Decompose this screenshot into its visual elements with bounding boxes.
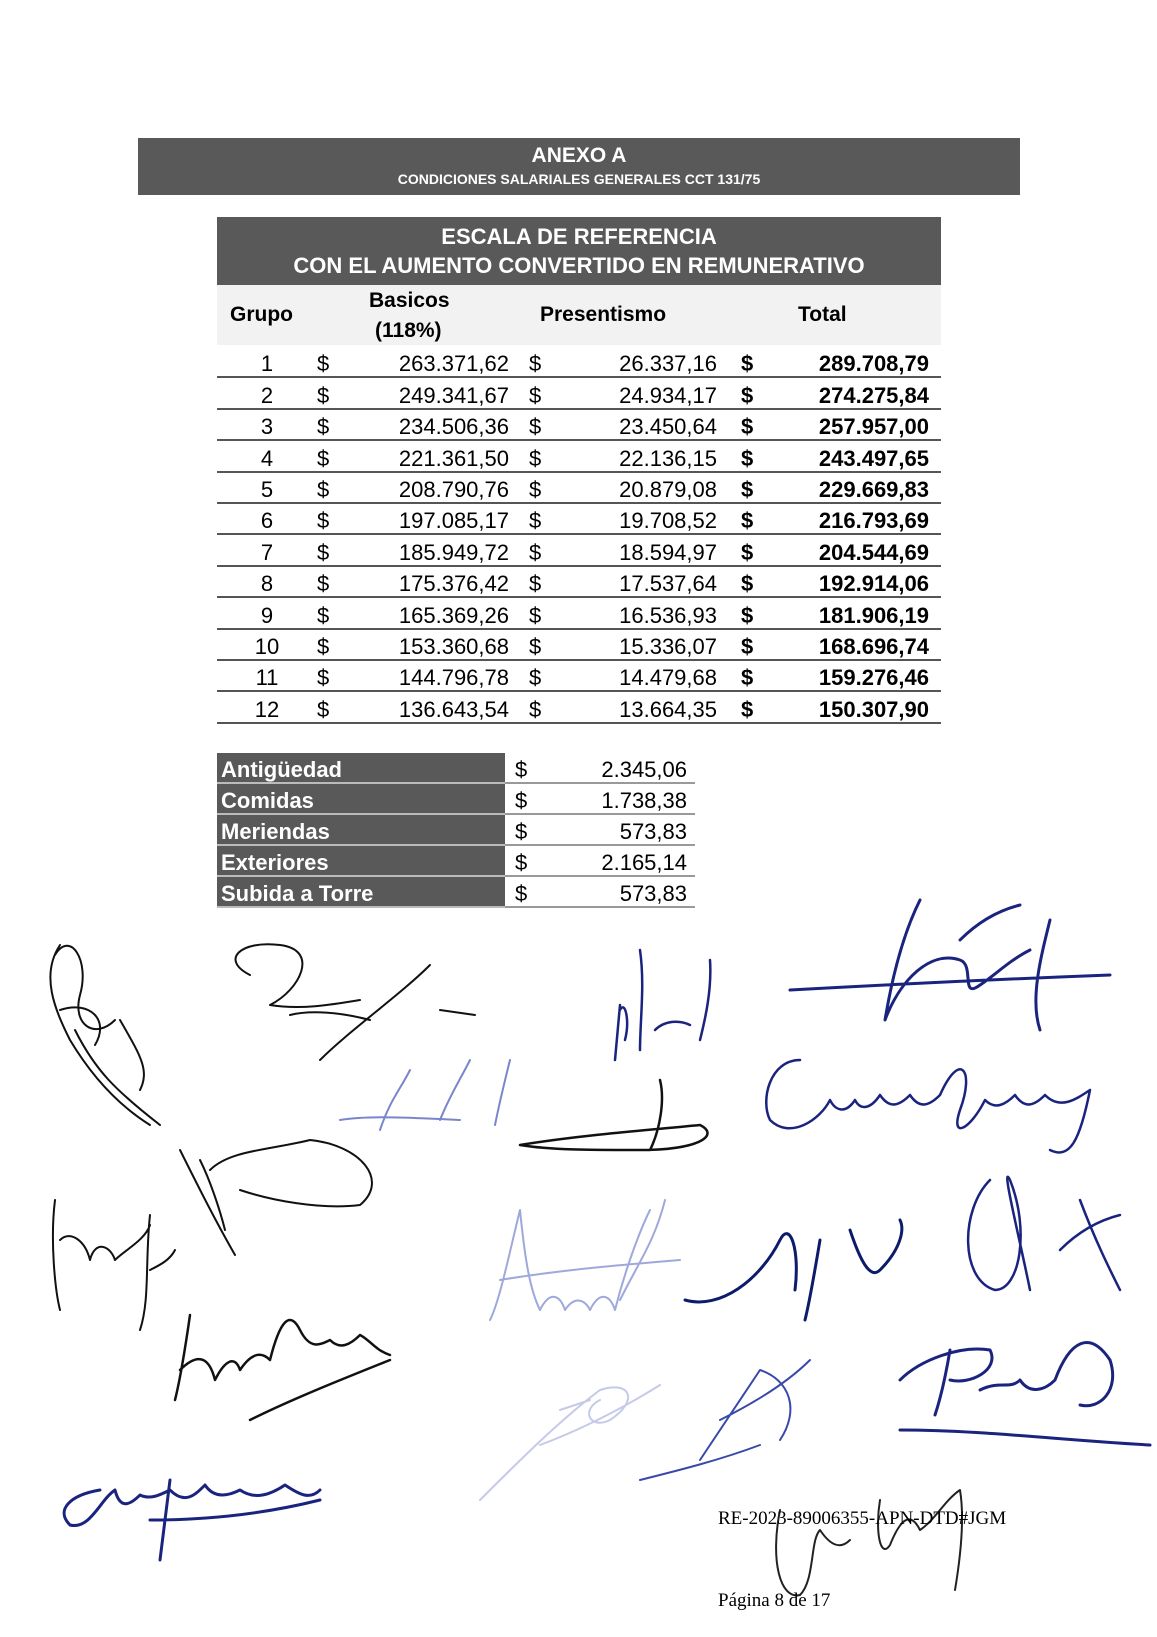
scale-title-line1: ESCALA DE REFERENCIA: [441, 224, 717, 249]
col-total: Total: [798, 303, 847, 326]
currency-symbol: $: [505, 876, 547, 907]
signature-13: [790, 900, 1110, 1030]
presentismo-cell: 17.537,64: [553, 566, 717, 597]
signature-18: [776, 1490, 962, 1595]
basicos-cell: 249.341,67: [349, 377, 509, 408]
currency-symbol: $: [505, 753, 547, 783]
currency-symbol: $: [717, 691, 765, 722]
signature-1: [50, 945, 160, 1125]
total-cell: 289.708,79: [765, 347, 941, 377]
extra-label: Subida a Torre: [217, 876, 505, 907]
currency-symbol: $: [717, 347, 765, 377]
signature-12: [640, 1360, 810, 1480]
currency-symbol: $: [509, 472, 553, 503]
currency-symbol: $: [317, 472, 349, 503]
currency-symbol: $: [717, 629, 765, 660]
grupo-cell: 10: [217, 629, 317, 660]
currency-symbol: $: [509, 534, 553, 565]
grupo-cell: 1: [217, 347, 317, 377]
signature-15: [685, 1220, 902, 1320]
currency-symbol: $: [505, 783, 547, 814]
basicos-cell: 165.369,26: [349, 597, 509, 628]
currency-symbol: $: [509, 440, 553, 471]
scale-title-line2: CON EL AUMENTO CONVERTIDO EN REMUNERATIVO: [293, 253, 865, 278]
total-cell: 229.669,83: [765, 472, 941, 503]
grupo-cell: 11: [217, 660, 317, 691]
currency-symbol: $: [317, 503, 349, 534]
extra-value: 573,83: [547, 814, 695, 845]
basicos-cell: 234.506,36: [349, 409, 509, 440]
grupo-cell: 9: [217, 597, 317, 628]
annex-title: ANEXO A: [531, 144, 627, 167]
extra-value: 2.165,14: [547, 845, 695, 876]
signature-16: [968, 1177, 1120, 1290]
total-cell: 243.497,65: [765, 440, 941, 471]
basicos-cell: 208.790,76: [349, 472, 509, 503]
currency-symbol: $: [509, 566, 553, 597]
total-cell: 192.914,06: [765, 566, 941, 597]
signature-5: [175, 1315, 390, 1420]
extra-label: Meriendas: [217, 814, 505, 845]
presentismo-cell: 20.879,08: [553, 472, 717, 503]
presentismo-cell: 14.479,68: [553, 660, 717, 691]
basicos-cell: 185.949,72: [349, 534, 509, 565]
total-cell: 181.906,19: [765, 597, 941, 628]
basicos-cell: 263.371,62: [349, 347, 509, 377]
extra-value: 1.738,38: [547, 783, 695, 814]
signature-7: [340, 1060, 510, 1130]
extra-label: Antigüedad: [217, 753, 505, 783]
extra-label: Exteriores: [217, 845, 505, 876]
signature-4: [53, 1200, 175, 1330]
currency-symbol: $: [509, 503, 553, 534]
currency-symbol: $: [509, 377, 553, 408]
currency-symbol: $: [509, 597, 553, 628]
currency-symbol: $: [717, 503, 765, 534]
signature-10: [490, 1200, 680, 1320]
signature-2: [236, 944, 475, 1060]
currency-symbol: $: [717, 597, 765, 628]
presentismo-cell: 22.136,15: [553, 440, 717, 471]
grupo-cell: 6: [217, 503, 317, 534]
annex-subtitle: CONDICIONES SALARIALES GENERALES CCT 131/75: [397, 171, 761, 187]
currency-symbol: $: [717, 409, 765, 440]
signature-6: [64, 1480, 320, 1560]
currency-symbol: $: [317, 566, 349, 597]
currency-symbol: $: [717, 472, 765, 503]
grupo-cell: 3: [217, 409, 317, 440]
currency-symbol: $: [317, 629, 349, 660]
currency-symbol: $: [317, 597, 349, 628]
page-number: Página 8 de 17: [718, 1590, 831, 1611]
currency-symbol: $: [317, 409, 349, 440]
presentismo-cell: 18.594,97: [553, 534, 717, 565]
basicos-cell: 136.643,54: [349, 691, 509, 722]
currency-symbol: $: [509, 629, 553, 660]
signature-17: [900, 1343, 1150, 1445]
currency-symbol: $: [509, 347, 553, 377]
col-presentismo: Presentismo: [540, 303, 667, 326]
grupo-cell: 7: [217, 534, 317, 565]
total-cell: 204.544,69: [765, 534, 941, 565]
currency-symbol: $: [317, 377, 349, 408]
extra-label: Comidas: [217, 783, 505, 814]
presentismo-cell: 15.336,07: [553, 629, 717, 660]
presentismo-cell: 13.664,35: [553, 691, 717, 722]
currency-symbol: $: [509, 409, 553, 440]
currency-symbol: $: [317, 440, 349, 471]
currency-symbol: $: [717, 440, 765, 471]
currency-symbol: $: [509, 691, 553, 722]
total-cell: 159.276,46: [765, 660, 941, 691]
currency-symbol: $: [505, 814, 547, 845]
currency-symbol: $: [317, 347, 349, 377]
total-cell: 168.696,74: [765, 629, 941, 660]
signature-8: [520, 1080, 708, 1150]
total-cell: 216.793,69: [765, 503, 941, 534]
col-basicos-line1: Basicos: [369, 289, 450, 312]
signature-9: [615, 950, 710, 1060]
signature-3: [180, 1140, 372, 1255]
extra-value: 573,83: [547, 876, 695, 907]
basicos-cell: 153.360,68: [349, 629, 509, 660]
currency-symbol: $: [717, 534, 765, 565]
grupo-cell: 2: [217, 377, 317, 408]
presentismo-cell: 16.536,93: [553, 597, 717, 628]
currency-symbol: $: [505, 845, 547, 876]
col-basicos-line2: (118%): [375, 319, 442, 342]
currency-symbol: $: [717, 566, 765, 597]
extra-value: 2.345,06: [547, 753, 695, 783]
basicos-cell: 221.361,50: [349, 440, 509, 471]
currency-symbol: $: [509, 660, 553, 691]
currency-symbol: $: [317, 534, 349, 565]
currency-symbol: $: [317, 660, 349, 691]
grupo-cell: 8: [217, 566, 317, 597]
total-cell: 150.307,90: [765, 691, 941, 722]
currency-symbol: $: [717, 377, 765, 408]
currency-symbol: $: [717, 660, 765, 691]
presentismo-cell: 19.708,52: [553, 503, 717, 534]
total-cell: 274.275,84: [765, 377, 941, 408]
grupo-cell: 12: [217, 691, 317, 722]
col-grupo: Grupo: [230, 303, 293, 326]
basicos-cell: 144.796,78: [349, 660, 509, 691]
basicos-cell: 175.376,42: [349, 566, 509, 597]
signature-11: [480, 1385, 660, 1500]
grupo-cell: 4: [217, 440, 317, 471]
total-cell: 257.957,00: [765, 409, 941, 440]
grupo-cell: 5: [217, 472, 317, 503]
presentismo-cell: 26.337,16: [553, 347, 717, 377]
presentismo-cell: 24.934,17: [553, 377, 717, 408]
basicos-cell: 197.085,17: [349, 503, 509, 534]
presentismo-cell: 23.450,64: [553, 409, 717, 440]
document-reference: RE-2023-89006355-APN-DTD#JGM: [718, 1508, 1007, 1529]
currency-symbol: $: [317, 691, 349, 722]
signature-14: [766, 1060, 1090, 1153]
